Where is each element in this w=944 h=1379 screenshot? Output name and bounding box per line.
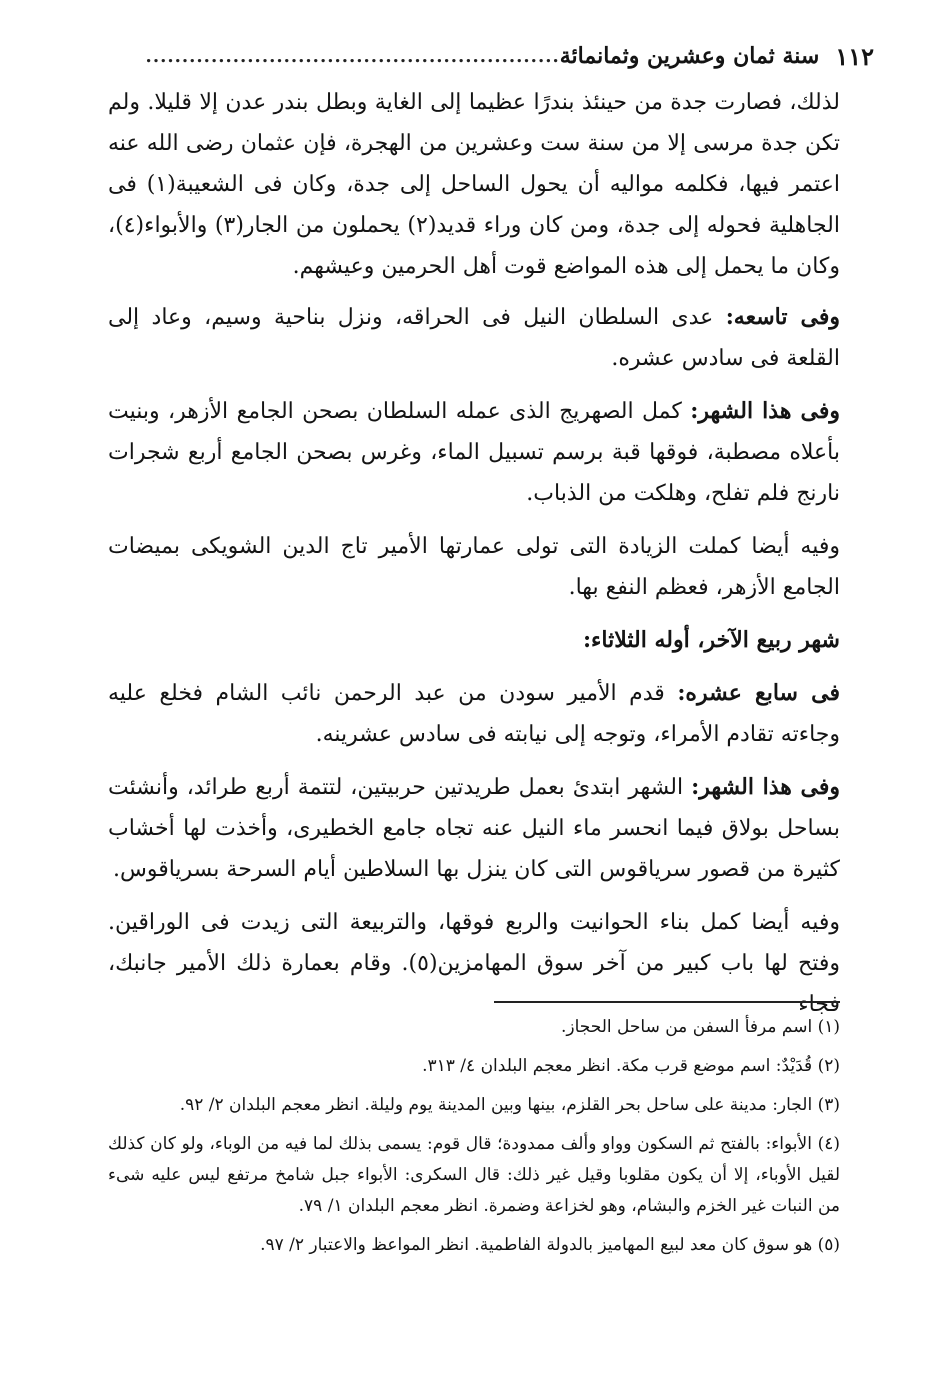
paragraph (108, 767, 840, 890)
footnote: (٥) هو سوق كان معد لبيع المهاميز بالدولة الفاطمية. انظر المواعظ والاعتبار ٢/ ٩٧. (260, 1235, 840, 1255)
paragraph-lead: وفى هذا الشهر: (691, 774, 840, 800)
paragraph-text: الشهر ابتدئ بعمل طريدتين حربيتين، لتتمة أربع طرائد، وأنشئت بساحل بولاق فيما انحسر ماء النيل عنه تجاه جامع الخطيرى، وأخذت لها أخشاب كثيرة من قصور سرياقوس التى كان ينزل بها السلاطين أيام السرحة بسرياقوس. (108, 775, 840, 882)
paragraph-text: وفيه أيضا كمل بناء الحوانيت والربع فوقها، والتربيعة التى زيدت فى الوراقين. وفتح لها باب كبير من آخر سوق المهامزين(٥). وقام بعمارة ذلك الأمير جانبك، فجاء (108, 910, 840, 1017)
paragraph (108, 673, 840, 755)
paragraph (108, 526, 840, 608)
paragraph-text: وفيه أيضا كملت الزيادة التى تولى عمارتها الأمير تاج الدين الشويكى بميضات الجامع الأزهر، فعظم النفع بها. (108, 534, 840, 600)
footnote: (٢) قُدَيْدٌ: اسم موضع قرب مكة. انظر معجم البلدان ٤/ ٣١٣. (422, 1056, 840, 1076)
footnote: (١) اسم مرفأ السفن من ساحل الحجاز. (560, 1017, 840, 1037)
paragraph-text: لذلك، فصارت جدة من حينئذ بندرًا عظيما إلى الغاية وبطل بندر عدن إلا قليلا. ولم تكن جدة مرسى إلا من سنة ست وعشرين من الهجرة، فإن عثمان رضى الله عنه اعتمر فيها، فكلمه مواليه أن يحول الساحل إلى جدة، وكان فى الشعيبة(١) فى الجاهلية فحوله إلى جدة، ومن كان وراء قديد(٢) يحملون من الجار(٣) والأبواء(٤)، وكان ما يحمل إلى هذه المواضع قوت أهل الحرمين وعيشهم. (108, 90, 840, 279)
paragraph (108, 902, 840, 1025)
paragraph-text: كمل الصهريج الذى عمله السلطان بصحن الجامع الأزهر، وبنيت بأعلاه مصطبة، فوقها قبة برسم تسبيل الماء، وغرس بصحن الجامع أربع شجرات نارنج فلم تفلح، وهلكت من الذباب. (108, 399, 840, 506)
page-number: ١١٢ (835, 41, 874, 71)
running-title: سنة ثمان وعشرين وثمانمائة (559, 43, 820, 69)
paragraph (108, 82, 840, 287)
paragraph (108, 391, 840, 514)
footnotes (108, 1012, 840, 1269)
main-text (108, 82, 840, 1037)
running-header (70, 36, 874, 76)
footnote-separator (494, 1001, 840, 1003)
header-leader-dots: ......................................................... (145, 45, 560, 67)
paragraph-lead: وفى تاسعه: (725, 304, 840, 330)
month-heading: شهر ربيع الآخر، أوله الثلاثاء: (582, 627, 840, 653)
paragraph (108, 297, 840, 379)
paragraph-lead: وفى هذا الشهر: (690, 398, 840, 424)
footnote: (٤) الأبواء: بالفتح ثم السكون وواو وألف ممدودة؛ قال قوم: يسمى بذلك لما فيه من الوباء، ولو كان كذلك لقيل الأوباء، إلا أن يكون مقلوبا وقيل غير ذلك: قال السكرى: الأبواء جبل شامخ مرتفع ليس عليه شىء من النبات غير الخزم والبشام، وهو لخزاعة وضمرة. انظر معجم البلدان ١/ ٧٩. (108, 1134, 840, 1216)
paragraph-lead: فى سابع عشره: (677, 680, 840, 706)
footnote: (٣) الجار: مدينة على ساحل بحر القلزم، بينها وبين المدينة يوم وليلة. انظر معجم البلدان ٢/ ٩٢. (179, 1095, 840, 1115)
paragraph-text: عدى السلطان النيل فى الحراقه، ونزل بناحية وسيم، وعاد إلى القلعة فى سادس عشره. (108, 305, 840, 371)
paragraph-text: قدم الأمير سودن من عبد الرحمن نائب الشام فخلع عليه وجاءته تقادم الأمراء، وتوجه إلى نيابته فى سادس عشرينه. (108, 681, 840, 747)
